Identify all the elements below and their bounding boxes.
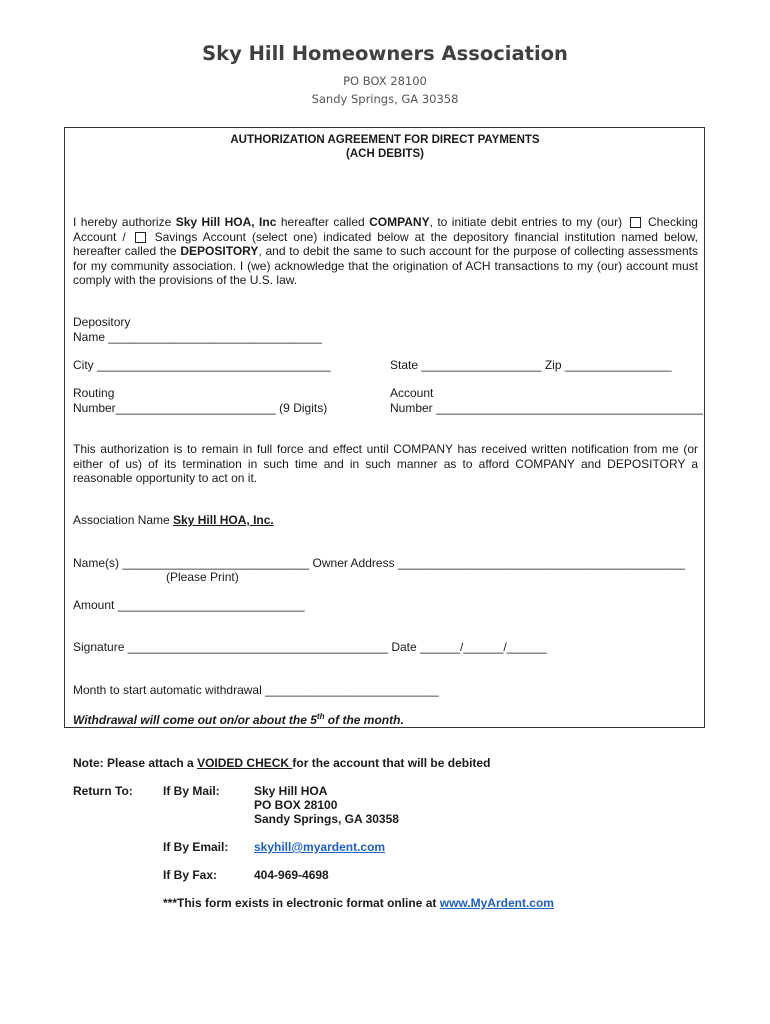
association-title: Sky Hill Homeowners Association bbox=[202, 42, 568, 65]
fax-number: 404-969-4698 bbox=[254, 868, 329, 882]
address-line-2: Sandy Springs, GA 30358 bbox=[311, 92, 459, 106]
form-heading: AUTHORIZATION AGREEMENT FOR DIRECT PAYMENTS bbox=[230, 134, 540, 146]
checking-checkbox[interactable] bbox=[630, 217, 641, 228]
depository-name-field[interactable]: Name ________________________________ bbox=[73, 330, 322, 344]
return-to-label: Return To: bbox=[73, 784, 133, 798]
city-field[interactable]: City ___________________________________ bbox=[73, 358, 331, 372]
website-link[interactable]: www.MyArdent.com bbox=[439, 896, 554, 910]
please-print-hint: (Please Print) bbox=[166, 570, 239, 584]
by-fax-label: If By Fax: bbox=[163, 868, 218, 882]
address-line-1: PO BOX 28100 bbox=[343, 74, 427, 88]
association-value: Sky Hill HOA, Inc. bbox=[173, 513, 274, 527]
by-mail-label: If By Mail: bbox=[163, 784, 220, 798]
savings-checkbox[interactable] bbox=[135, 232, 146, 243]
account-label: Account bbox=[390, 386, 434, 400]
company-name: Sky Hill HOA, Inc bbox=[175, 215, 277, 229]
routing-label: Routing bbox=[73, 386, 115, 400]
depository-label: Depository bbox=[73, 315, 131, 329]
association-name: Association Name Sky Hill HOA, Inc. bbox=[73, 513, 274, 527]
routing-number-field[interactable]: Number________________________ (9 Digits) bbox=[73, 401, 328, 415]
voided-check-note: Note: Please attach a VOIDED CHECK for the account that will be debited bbox=[73, 756, 491, 770]
amount-field[interactable]: Amount ____________________________ bbox=[73, 598, 305, 612]
online-form-note: ***This form exists in electronic format online at www.MyArdent.com bbox=[163, 896, 554, 910]
account-number-field[interactable]: Number ________________________________________ bbox=[390, 401, 703, 415]
mail-address-line-3: Sandy Springs, GA 30358 bbox=[254, 812, 399, 826]
month-start-field[interactable]: Month to start automatic withdrawal __________________________ bbox=[73, 683, 439, 697]
mail-address-line-2: PO BOX 28100 bbox=[254, 798, 338, 812]
authorization-paragraph: I hereby authorize Sky Hill HOA, Inc hereafter called COMPANY, to initiate debit entries to my (our) Checking Account / Savings Account (select one) indicated below at the depository financial institution named below, hereafter called the DEPOSITORY, and to debit the same to such account for the purpose of collecting assessments for my community association. I (we) acknowledge that the origination of ACH transactions to my (our) account must comply with the provisions of the U.S. law. bbox=[73, 215, 698, 287]
mail-address-line-1: Sky Hill HOA bbox=[254, 784, 328, 798]
by-email-label: If By Email: bbox=[163, 840, 229, 854]
withdrawal-note: Withdrawal will come out on/or about the 5th of the month. bbox=[73, 712, 404, 727]
authorization-terms: This authorization is to remain in full force and effect until COMPANY has received written notification from me (or either of us) of its termination in such time and in such manner as to afford COMPANY and DEPOSITORY a reasonable opportunity to act on it. bbox=[73, 442, 698, 485]
signature-date-field[interactable]: Signature _______________________________________ Date ______/______/______ bbox=[73, 640, 547, 654]
form-subheading: (ACH DEBITS) bbox=[346, 148, 424, 160]
state-zip-field[interactable]: State __________________ Zip ________________ bbox=[390, 358, 672, 372]
voided-check-label: VOIDED CHECK bbox=[197, 756, 293, 770]
names-owner-address-field[interactable]: Name(s) ____________________________ Owner Address ___________________________________________ bbox=[73, 556, 685, 570]
email-link[interactable]: skyhill@myardent.com bbox=[254, 840, 386, 854]
